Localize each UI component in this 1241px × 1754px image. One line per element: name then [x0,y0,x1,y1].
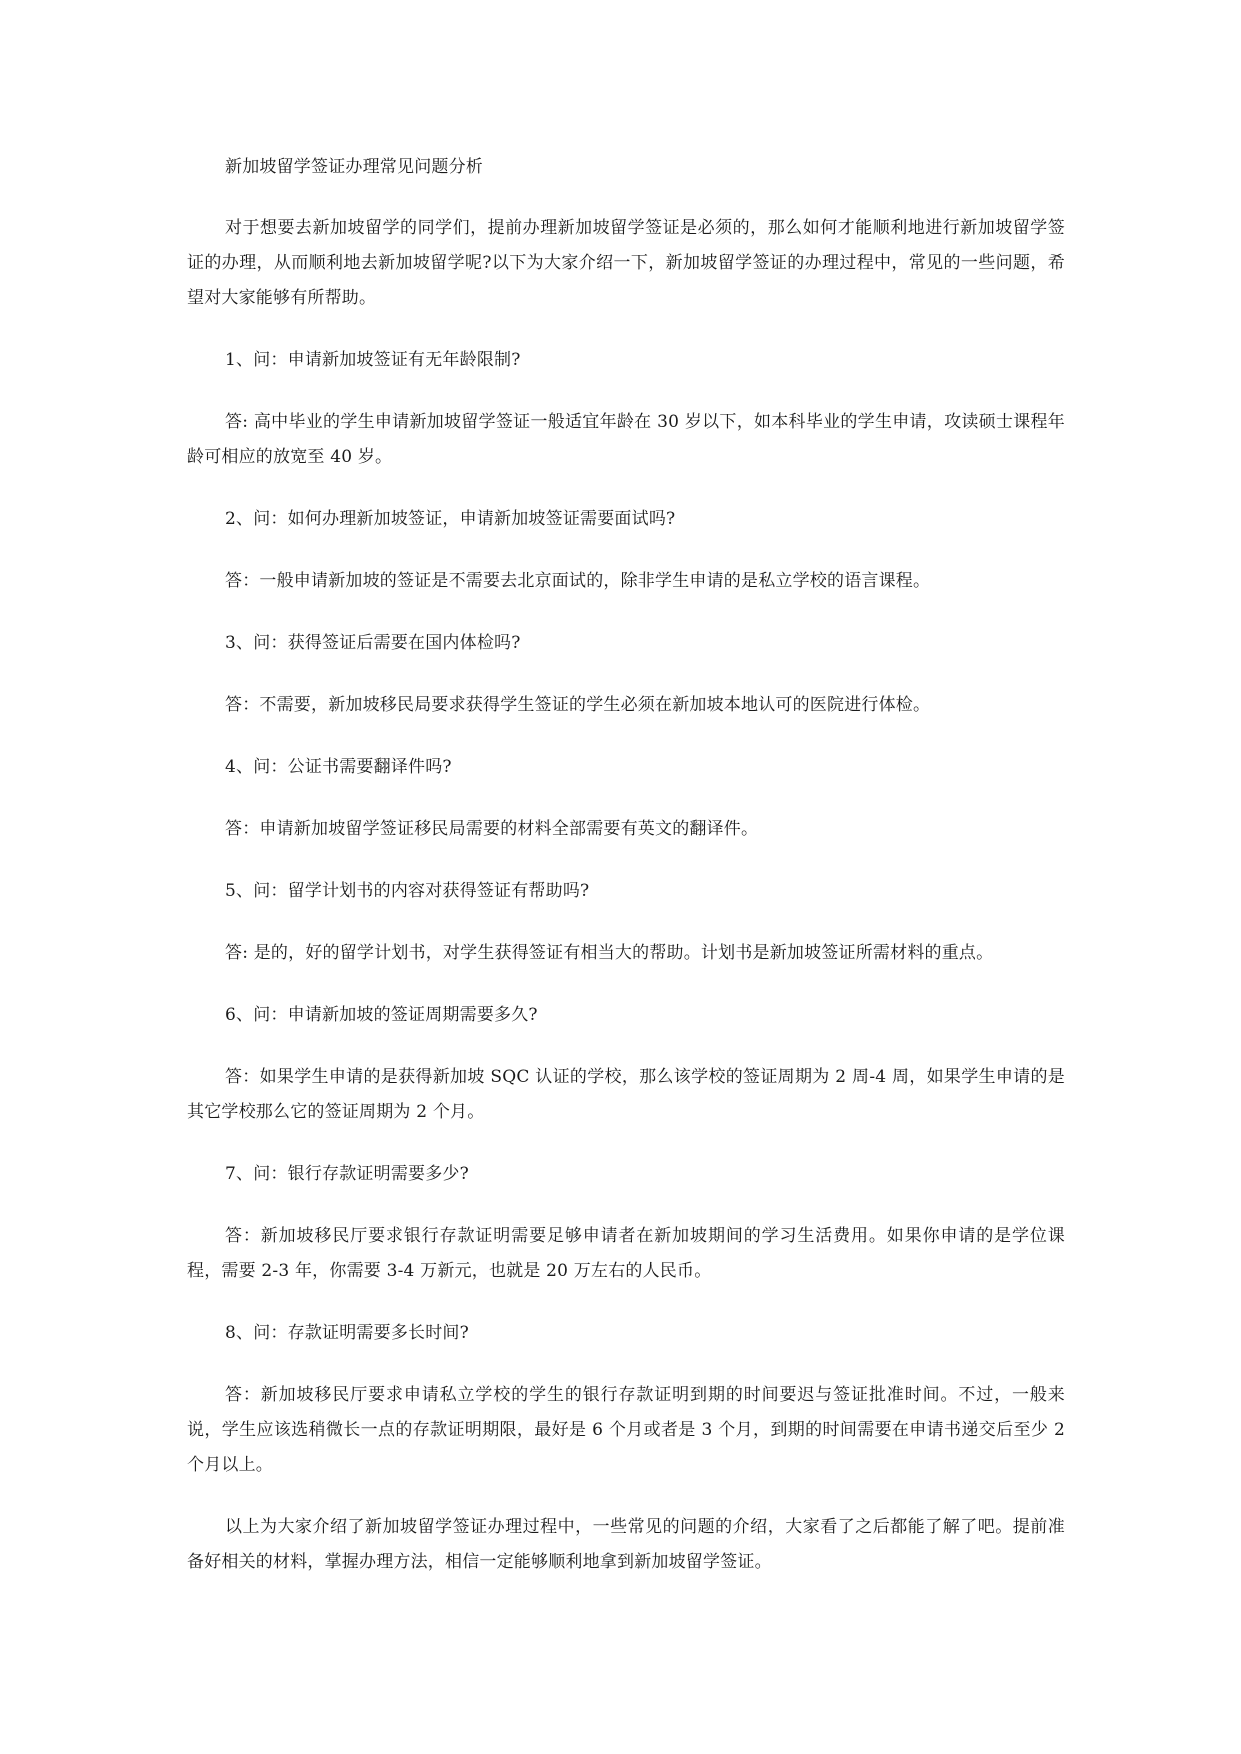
answer-4: 答：申请新加坡留学签证移民局需要的材料全部需要有英文的翻译件。 [225,819,759,839]
question-1: 1、问：申请新加坡签证有无年龄限制? [225,350,521,370]
question-8: 8、问：存款证明需要多长时间? [225,1323,469,1343]
intro-paragraph: 对于想要去新加坡留学的同学们，提前办理新加坡留学签证是必须的，那么如何才能顺利地进行新加坡留学签证的办理，从而顺利地去新加坡留学呢?以下为大家介绍一下，新加坡留学签证的办理过程中，常见的一些问题，希望对大家能够有所帮助。 [187,218,1065,308]
document-title: 新加坡留学签证办理常见问题分析 [225,157,483,177]
question-2: 2、问：如何办理新加坡签证，申请新加坡签证需要面试吗? [225,509,676,529]
answer-6: 答：如果学生申请的是获得新加坡 SQC 认证的学校，那么该学校的签证周期为 2 周-4 周，如果学生申请的是其它学校那么它的签证周期为 2 个月。 [187,1067,1065,1122]
question-7: 7、问：银行存款证明需要多少? [225,1164,469,1184]
conclusion-paragraph: 以上为大家介绍了新加坡留学签证办理过程中，一些常见的问题的介绍，大家看了之后都能了解了吧。提前准备好相关的材料，掌握办理方法，相信一定能够顺利地拿到新加坡留学签证。 [187,1517,1065,1572]
document-page [187,150,1065,1610]
question-6: 6、问：申请新加坡的签证周期需要多久? [225,1005,538,1025]
answer-7: 答：新加坡移民厅要求银行存款证明需要足够申请者在新加坡期间的学习生活费用。如果你申请的是学位课程，需要 2-3 年，你需要 3-4 万新元，也就是 20 万左右的人民币。 [187,1226,1065,1281]
answer-8: 答：新加坡移民厅要求申请私立学校的学生的银行存款证明到期的时间要迟与签证批准时间。不过，一般来说，学生应该选稍微长一点的存款证明期限，最好是 6 个月或者是 3 个月，到期的时间需要在申请书递交后至少 2 个月以上。 [187,1385,1065,1475]
question-5: 5、问：留学计划书的内容对获得签证有帮助吗? [225,881,590,901]
question-4: 4、问：公证书需要翻译件吗? [225,757,452,777]
question-3: 3、问：获得签证后需要在国内体检吗? [225,633,521,653]
answer-2: 答：一般申请新加坡的签证是不需要去北京面试的，除非学生申请的是私立学校的语言课程。 [225,571,931,591]
answer-1: 答: 高中毕业的学生申请新加坡留学签证一般适宜年龄在 30 岁以下，如本科毕业的学生申请，攻读硕士课程年龄可相应的放宽至 40 岁。 [187,412,1065,467]
answer-5: 答: 是的，好的留学计划书，对学生获得签证有相当大的帮助。计划书是新加坡签证所需材料的重点。 [225,943,994,963]
answer-3: 答：不需要，新加坡移民局要求获得学生签证的学生必须在新加坡本地认可的医院进行体检。 [225,695,931,715]
